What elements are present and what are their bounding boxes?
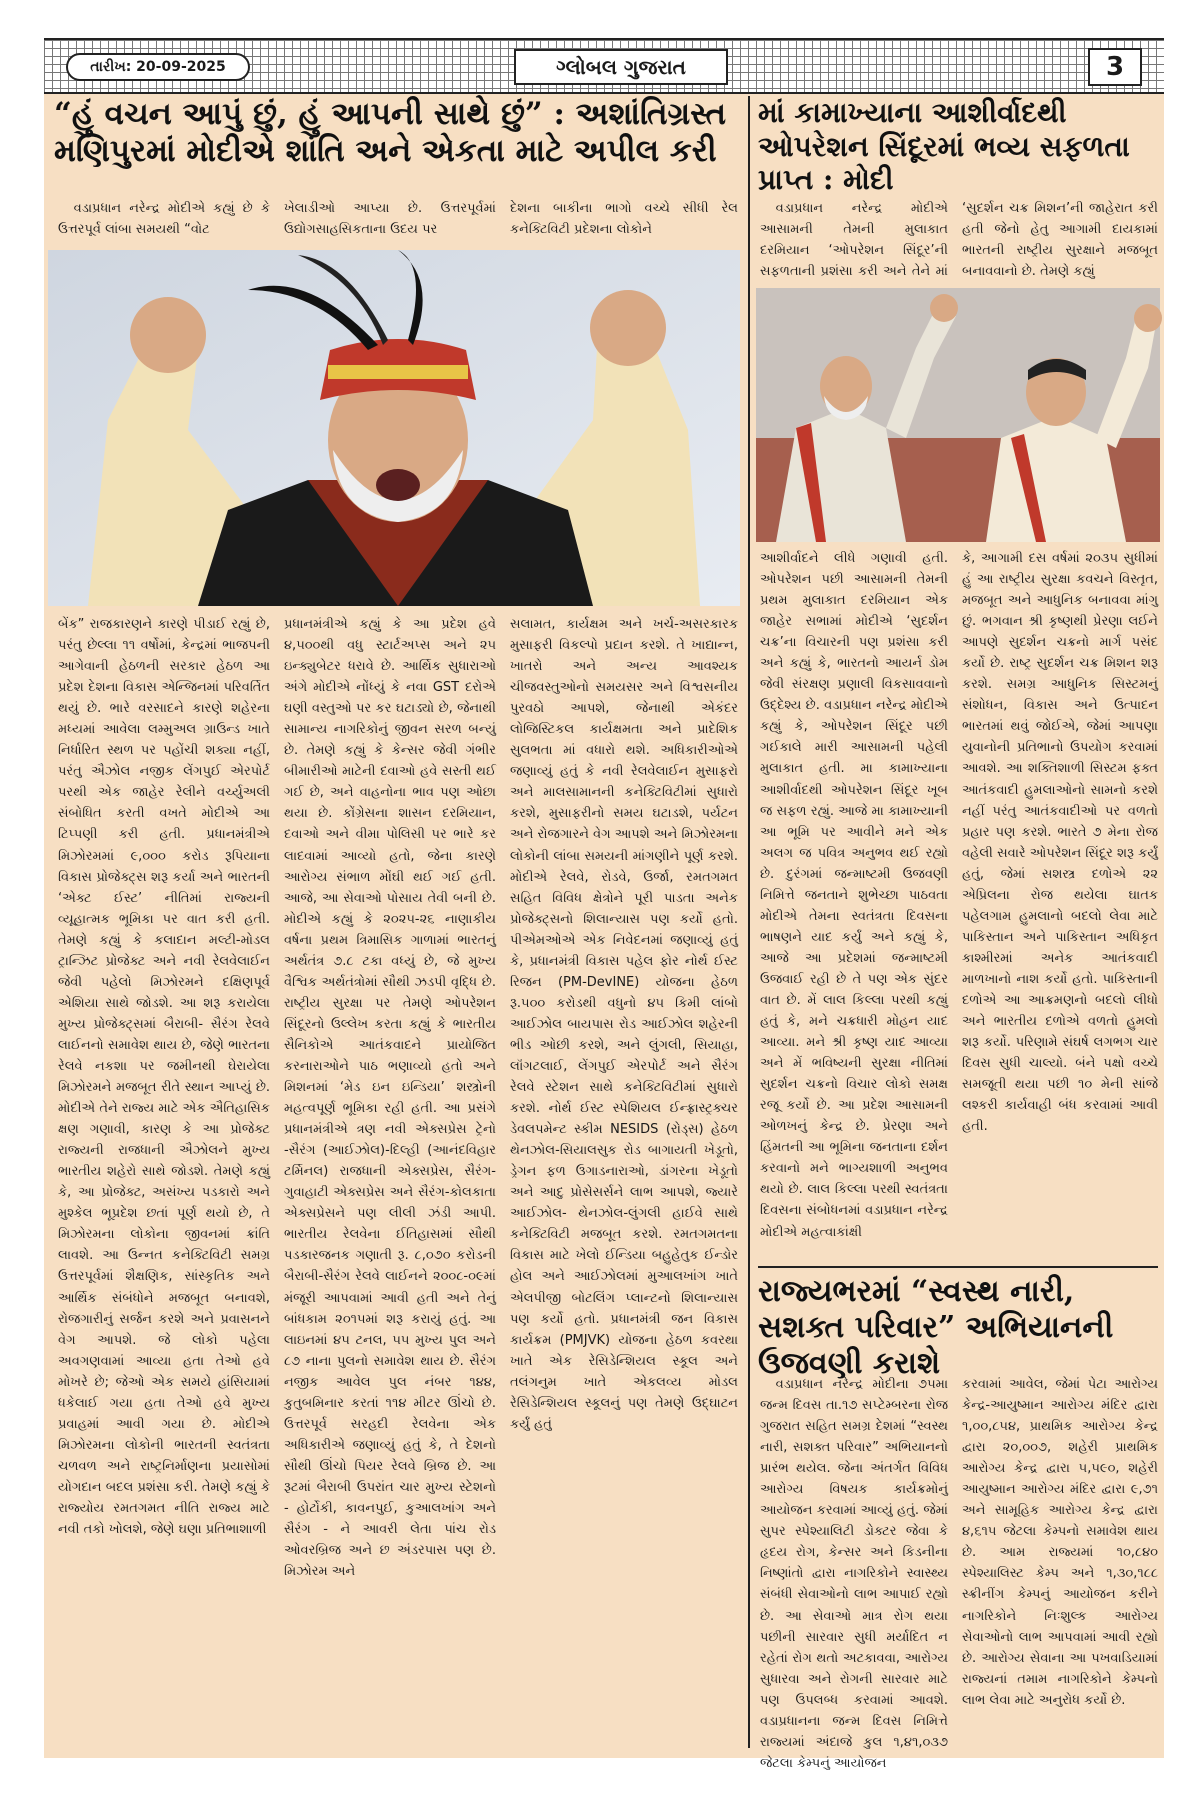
article1-intro-col1	[58, 198, 270, 244]
article1-intro-text-1: વડાપ્રધાન નરેન્દ્ર મોદીએ કહ્યું છે કે ઉત્તરપૂર્વ લાંબા સમયથી “વોટ	[58, 201, 270, 238]
modi-assam-photo	[756, 288, 1160, 542]
newspaper-name: ગ્લોબલ ગુજરાત	[514, 49, 728, 85]
article3-col1	[760, 1374, 948, 1771]
article2-col1-text: આશીર્વાદને લીધે ગણાવી હતી. ઓપરેશન પછી આસામની તેમની પ્રથમ મુલાકાત દરમિયાન એક જાહેર સભામાં મોદીએ ‘સુદર્શન ચક્ર’ના વિચારની પણ પ્રશંસા કરી અને કહ્યું કે, ભારતનો આયર્ન ડોમ જેવી સંરક્ષણ પ્રણાલી વિકસાવવાનો ઉદ્દેશ્ય છે. વડાપ્રધાન નરેન્દ્ર મોદીએ કહ્યું કે, ઓપરેશન સિંદૂર પછી ગઈકાલે મારી આસામની પહેલી મુલાકાત હતી. મા કામાખ્યાના આશીર્વાદથી ઓપરેશન સિંદૂર ખૂબ જ સફળ રહ્યું. આજે મા કામાખ્યાની આ ભૂમિ પર આવીને મને એક અલગ જ પવિત્ર અનુભવ થઈ રહ્યો છે. દુરંગમાં જન્માષ્ટમી ઉજવણી નિમિત્તે જનતાને શુભેચ્છા પાઠવતા મોદીએ તેમના સ્વતંત્રતા દિવસના ભાષણને યાદ કર્યું અને કહ્યું કે, આજે આ પ્રદેશમાં જન્માષ્ટમી ઉજવાઈ રહી છે તે પણ એક સુંદર વાત છે. મેં લાલ કિલ્લા પરથી કહ્યું હતું કે, મને ચક્રધારી મોહન યાદ આવ્યા. મને શ્રી કૃષ્ણ યાદ આવ્યા અને મેં ભવિષ્યની સુરક્ષા નીતિમાં સુદર્શન ચક્રનો વિચાર લોકો સમક્ષ રજૂ કર્યો છે. આ પ્રદેશ આસામની ઓળખનું કેન્દ્ર છે. પ્રેરણા અને હિંમતની આ ભૂમિના જનતાના દર્શન કરવાનો મને ભાગ્યશાળી અનુભવ થયો છે. લાલ કિલ્લા પરથી સ્વતંત્રતા દિવસના સંબોધનમાં વડાપ્રધાન નરેન્દ્ર મોદીએ મહત્વાકાંક્ષી	[760, 551, 948, 1240]
article1-col1	[58, 614, 270, 1750]
article1-headline: “હું વચન આપું છું, હું આપની સાથે છું” : અશાંતિગ્રસ્ત મણિપુરમાં મોદીએ શાંતિ અને એકતા માટે અપીલ કરી	[54, 96, 727, 170]
article3-col2-text: કરવામાં આવેલ, જેમાં પેટા આરોગ્ય કેન્દ્ર-આયુષ્માન આરોગ્ય મંદિર દ્વારા ૧,૦૦,૮૫૪, પ્રાથમિક આરોગ્ય કેન્દ્ર દ્વારા ૨૦,૦૦૭, શહેરી પ્રાથમિક આરોગ્ય કેન્દ્ર દ્વારા ૫,૫૯૦, શહેરી આયુષ્માન આરોગ્ય મંદિર દ્વારા ૯,૭૧ અને સામૂહિક આરોગ્ય કેન્દ્ર દ્વારા ૪,૬૧૫ જેટલા કેમ્પનો સમાવેશ થાય છે. આમ રાજ્યમાં ૧૦,૮૪૦ સ્પેશ્યાલિસ્ટ કેમ્પ અને ૧,૩૦,૧૮૮ સ્ક્રીનીંગ કેમ્પનું આયોજન કરીને નાગરિકોને નિઃશુલ્ક આરોગ્ય સેવાઓનો લાભ આપવામાં આવી રહ્યો છે. આરોગ્ય સેવાના આ પખવાડિયામાં રાજ્યનાં તમામ નાગરિકોને કેમ્પનો લાભ લેવા માટે અનુરોધ કર્યો છે.	[962, 1377, 1158, 1708]
article2-intro-col2	[962, 198, 1158, 288]
article1-intro-col2	[284, 198, 496, 244]
article2-col1	[760, 548, 948, 1260]
article3-col1-text: વડાપ્રધાન નરેન્દ્ર મોદીના ૭૫મા જન્મ દિવસ તા.૧૭ સપ્ટેમ્બરના રોજ ગુજરાત સહિત સમગ્ર દેશમાં “સ્વસ્થ નારી, સશક્ત પરિવાર” અભિયાનનો પ્રારંભ થયેલ. જેના અંતર્ગત વિવિધ આરોગ્ય વિષયક કાર્યક્રમોનું આયોજન કરવામાં આવ્યું હતું. જેમાં સુપર સ્પેશ્યાલિટી ડોક્ટર જેવા કે હૃદય રોગ, કેન્સર અને કિડનીના નિષ્ણાંતો દ્વારા નાગરિકોને સ્વાસ્થ્ય સંબંધી સેવાઓનો લાભ આપાઈ રહ્યો છે. આ સેવાઓ માત્ર રોગ થયા પછીની સારવાર સુધી મર્યાદિત ન રહેતાં રોગ થતો અટકાવવા, આરોગ્ય સુધારવા અને રોગની સારવાર માટે પણ ઉપલબ્ધ કરવામાં આવશે. વડાપ્રધાનના જન્મ દિવસ નિમિત્તે રાજ્યમાં અંદાજે કુલ ૧,૪૧,૦૩૭ જેટલા કેમ્પનું આયોજન	[760, 1377, 948, 1771]
article2-col2	[962, 548, 1158, 1260]
article2-intro-text-2: ‘સુદર્શન ચક્ર મિશન’ની જાહેરાત કરી હતી જેનો હેતુ આગામી દાયકામાં ભારતની રાષ્ટ્રીય સુરક્ષાને મજબૂત બનાવવાનો છે. તેમણે કહ્યું	[962, 201, 1158, 280]
article1-col2	[284, 614, 496, 1750]
article1-col2-text: પ્રધાનમંત્રીએ કહ્યું કે આ પ્રદેશ હવે ૪,૫૦૦થી વધુ સ્ટાર્ટઅપ્સ અને ૨૫ ઇન્ક્યુબેટર ધરાવે છે. આર્થિક સુધારાઓ અંગે મોદીએ નોંધ્યું કે નવા GST દરોએ ઘણી વસ્તુઓ પર કર ઘટાડ્યો છે, જેનાથી સામાન્ય નાગરિકોનું જીવન સરળ બન્યું છે. તેમણે કહ્યું કે કેન્સર જેવી ગંભીર બીમારીઓ માટેની દવાઓ હવે સસ્તી થઈ ગઈ છે, અને વાહનોના ભાવ પણ ઓછા થયા છે. કોંગ્રેસના શાસન દરમિયાન, દવાઓ અને વીમા પોલિસી પર ભારે કર લાદવામાં આવ્યો હતો, જેના કારણે આરોગ્ય સંભાળ મોંઘી થઈ ગઈ હતી. આજે, આ સેવાઓ પોસાય તેવી બની છે. મોદીએ કહ્યું કે ૨૦૨૫-૨૬ નાણાકીય વર્ષના પ્રથમ ત્રિમાસિક ગાળામાં ભારતનું અર્થતંત્ર ૭.૮ ટકા વધ્યું છે, જે મુખ્ય વૈશ્વિક અર્થતંત્રોમાં સૌથી ઝડપી વૃદ્ધિ છે. રાષ્ટ્રીય સુરક્ષા પર તેમણે ઓપરેશન સિંદૂરનો ઉલ્લેખ કરતા કહ્યું કે ભારતીય સૈનિકોએ આતંકવાદને પ્રાયોજિત કરનારાઓને પાઠ ભણાવ્યો હતો અને મિશનમાં ‘મેડ ઇન ઇન્ડિયા’ શસ્ત્રોની મહત્વપૂર્ણ ભૂમિકા રહી હતી. આ પ્રસંગે પ્રધાનમંત્રીએ ત્રણ નવી એક્સપ્રેસ ટ્રેનો -સૈરંગ (આઈઝોલ)-દિલ્હી (આનંદવિહાર ટર્મિનલ) રાજધાની એક્સપ્રેસ, સૈરંગ-ગુવાહાટી એક્સપ્રેસ અને સૈરંગ-કોલકાતા એક્સપ્રેસને પણ લીલી ઝંડી આપી. ભારતીય રેલવેના ઈતિહાસમાં સૌથી પડકારજનક ગણાતી રૂ. ૮,૦૭૦ કરોડની બૈરાબી-સૈરંગ રેલવે લાઈનને ૨૦૦૮-૦૯માં મંજૂરી આપવામાં આવી હતી અને તેનું બાંધકામ ૨૦૧૫માં શરૂ કરાયું હતું. આ લાઇનમાં ૪૫ ટનલ, ૫૫ મુખ્ય પુલ અને ૮૭ નાના પુલનો સમાવેશ થાય છે. સૈરંગ નજીક આવેલ પુલ નંબર ૧૪૪, કુતુબમિનાર કરતાં ૧૧૪ મીટર ઊંચો છે. ઉત્તરપૂર્વ સરહદી રેલવેના એક અધિકારીએ જણાવ્યું હતું કે, તે દેશનો સૌથી ઊંચો પિયર રેલવે બ્રિજ છે. આ રૂટમાં બૈરાબી ઉપરાંત ચાર મુખ્ય સ્ટેશનો - હોર્ટોકી, કાવનપુઈ, કુઆલખાંગ અને સૈરંગ - ને આવરી લેતા પાંચ રોડ ઓવરબ્રિજ અને છ અંડરપાસ પણ છે. મિઝોરમ અને	[284, 617, 496, 1580]
article3-col2	[962, 1374, 1158, 1750]
article2-intro-text-1: વડાપ્રધાન નરેન્દ્ર મોદીએ આસામની તેમની મુલાકાત દરમિયાન ‘ઓપરેશન સિંદૂર’ની સફળતાની પ્રશંસા કરી અને તેને માં	[760, 201, 948, 280]
page-number: 3	[1088, 48, 1142, 86]
column-divider	[748, 96, 750, 1748]
article1-col3	[510, 614, 738, 1750]
masthead	[44, 38, 1164, 94]
section-divider	[758, 1266, 1158, 1268]
article1-intro-col3	[510, 198, 738, 244]
article1-intro-text-3: દેશના બાકીના ભાગો વચ્ચે સીધી રેલ કનેક્ટિવિટી પ્રદેશના લોકોને	[510, 201, 738, 238]
article2-col2-text: કે, આગામી દસ વર્ષમાં ૨૦૩૫ સુધીમાં હું આ રાષ્ટ્રીય સુરક્ષા કવચને વિસ્તૃત, મજબૂત અને આધુનિક બનાવવા માંગુ છું. ભગવાન શ્રી કૃષ્ણથી પ્રેરણા લઈને આપણે સુદર્શન ચક્રનો માર્ગ પસંદ કર્યો છે. રાષ્ટ્ર સુદર્શન ચક્ર મિશન શરૂ કરશે. સમગ્ર આધુનિક સિસ્ટમનું સંશોધન, વિકાસ અને ઉત્પાદન ભારતમાં થવું જોઈએ, જેમાં આપણા યુવાનોની પ્રતિભાનો ઉપયોગ કરવામાં આવશે. આ શક્તિશાળી સિસ્ટમ ફક્ત આતંકવાદી હુમલાઓનો સામનો કરશે નહીં પરંતુ આતંકવાદીઓ પર વળતો પ્રહાર પણ કરશે. ભારતે ૭ મેના રોજ વહેલી સવારે ઓપરેશન સિંદૂર શરૂ કર્યું હતું, જેમાં સશસ્ત્ર દળોએ ૨૨ એપ્રિલના રોજ થયેલા ઘાતક પહેલગામ હુમલાનો બદલો લેવા માટે પાકિસ્તાન અને પાકિસ્તાન અધિકૃત કાશ્મીરમાં અનેક આતંકવાદી માળખાનો નાશ કર્યો હતો. પાકિસ્તાની દળોએ આ આક્રમણનો બદલો લીધો અને ભારતીય દળોએ વળતો હુમલો શરૂ કર્યો. પરિણામે સંઘર્ષ લગભગ ચાર દિવસ સુધી ચાલ્યો. બંને પક્ષો વચ્ચે સમજૂતી થયા પછી ૧૦ મેની સાંજે લશ્કરી કાર્યવાહી બંધ કરવામાં આવી હતી.	[962, 551, 1158, 1135]
article2-headline: માં કામાખ્યાના આશીર્વાદથી ઓપરેશન સિંદૂરમાં ભવ્ય સફળતા પ્રાપ્ત : મોદી	[758, 96, 1130, 197]
article1-intro-text-2: ખેલાડીઓ આપ્યા છે. ઉત્તરપૂર્વમાં ઉદ્યોગસાહસિકતાના ઉદય પર	[284, 201, 496, 238]
issue-date: તારીખ: 20-09-2025	[66, 53, 250, 81]
article1-col3-text: સલામત, કાર્યક્ષમ અને ખર્ચ-અસરકારક મુસાફરી વિકલ્પો પ્રદાન કરશે. તે ખાદ્યાન્ન, ખાતરો અને અન્ય આવશ્યક ચીજવસ્તુઓનો સમયસર અને વિશ્વસનીય પુરવઠો આપશે, જેનાથી એકંદર લોજિસ્ટિકલ કાર્યક્ષમતા અને પ્રાદેશિક સુલભતા માં વધારો થશે. અધિકારીઓએ જણાવ્યું હતું કે નવી રેલવેલાઈન મુસાફરો અને માલસામાનની કનેક્ટિવિટીમાં સુધારો કરશે, મુસાફરીનો સમય ઘટાડશે, પર્યટન અને રોજગારને વેગ આપશે અને મિઝોરમના લોકોની લાંબા સમયની માંગણીને પૂર્ણ કરશે. મોદીએ રેલવે, રોડવે, ઉર્જા, રમતગમત સહિત વિવિધ ક્ષેત્રોને પૂરી પાડતા અનેક પ્રોજેક્ટ્સનો શિલાન્યાસ પણ કર્યો હતો. પીએમઓએ એક નિવેદનમાં જણાવ્યું હતું કે, પ્રધાનમંત્રી વિકાસ પહેલ ફોર નોર્થ ઈસ્ટ રિજન (PM-DevINE) યોજના હેઠળ રૂ.૫૦૦ કરોડથી વધુનો ૪૫ કિમી લાંબો આઈઝોલ બાયપાસ રોડ આઈઝોલ શહેરની ભીડ ઓછી કરશે, અને લુંગલી, સિયાહા, લૉંગટલાઈ, લેંગપુઈ એરપોર્ટ અને સૈરંગ રેલવે સ્ટેશન સાથે કનેક્ટિવિટીમાં સુધારો કરશે. નોર્થ ઈસ્ટ સ્પેશિયલ ઈન્ફ્રાસ્ટ્રક્ચર ડેવલપમેન્ટ સ્કીમ NESIDS (રોડ્સ) હેઠળ થેનઝોલ-સિયાલસુક રોડ બાગાયતી ખેડૂતો, ડ્રેગન ફળ ઉગાડનારાઓ, ડાંગરના ખેડૂતો અને આદુ પ્રોસેસર્સને લાભ આપશે, જ્યારે આઈઝોલ- થેનઝોલ-લુંગલી હાઈવે સાથે કનેક્ટિવિટી મજબૂત કરશે. રમતગમતના વિકાસ માટે ખેલો ઈન્ડિયા બહુહેતુક ઈન્ડોર હોલ અને આઈઝોલમાં મુઆલખાંગ ખાતે એલપીજી બોટલિંગ પ્લાન્ટનો શિલાન્યાસ પણ કર્યો હતો. પ્રધાનમંત્રી જન વિકાસ કાર્યક્રમ (PMJVK) યોજના હેઠળ કવરથા ખાતે એક રેસિડેન્શિયલ સ્કૂલ અને તલંગનુમ ખાતે એકલવ્ય મોડલ રેસિડેન્શિયલ સ્કૂલનું પણ તેમણે ઉદ્ઘાટન કર્યું હતું	[510, 617, 738, 1432]
article1-col1-text: બેંક” રાજકારણને કારણે પીડાઈ રહ્યું છે, પરંતુ છેલ્લા ૧૧ વર્ષોમાં, કેન્દ્રમાં ભાજપની આગેવાની હેઠળની સરકાર હેઠળ આ પ્રદેશ દેશના વિકાસ એન્જિનમાં પરિવર્તિત થયું છે. ભારે વરસાદને કારણે શહેરના મધ્યમાં આવેલા લમ્મુઅલ ગ્રાઉન્ડ ખાતે નિર્ધારિત સ્થળ પર પહોંચી શક્યા નહીં, પરંતુ ઐઝોલ નજીક લેંગપુઈ એરપોર્ટ પરથી એક જાહેર રેલીને વર્ચ્યુઅલી સંબોધિત કરતી વખતે મોદીએ આ ટિપ્પણી કરી હતી. પ્રધાનમંત્રીએ મિઝોરમમાં ૯,૦૦૦ કરોડ રૂપિયાના વિકાસ પ્રોજેક્ટ્સ શરૂ કર્યા અને ભારતની ‘એક્ટ ઈસ્ટ’ નીતિમાં રાજ્યની વ્યૂહાત્મક ભૂમિકા પર વાત કરી હતી. તેમણે કહ્યું કે કલાદાન મલ્ટી-મોડલ ટ્રાન્ઝિટ પ્રોજેક્ટ અને નવી રેલવેલાઈન જેવી પહેલો મિઝોરમને દક્ષિણપૂર્વ એશિયા સાથે જોડશે. આ શરૂ કરાયેલા મુખ્ય પ્રોજેક્ટ્સમાં બૈરાબી- સૈરંગ રેલવે લાઈનનો સમાવેશ થાય છે, જેણે ભારતના રેલવે નકશા પર જમીનથી ઘેરાયેલા મિઝોરમને મજબૂત રીતે સ્થાન આપ્યું છે. મોદીએ તેને રાજ્ય માટે એક ઐતિહાસિક ક્ષણ ગણાવી, કારણ કે આ પ્રોજેક્ટ રાજ્યની રાજધાની ઐઝોલને મુખ્ય ભારતીય શહેરો સાથે જોડશે. તેમણે કહ્યું કે, આ પ્રોજેક્ટ, અસંખ્ય પડકારો અને મુશ્કેલ ભૂપ્રદેશ છતાં પૂર્ણ થયો છે, તે મિઝોરમના લોકોના જીવનમાં ક્રાંતિ લાવશે. આ ઉન્નત કનેક્ટિવિટી સમગ્ર ઉત્તરપૂર્વમાં શૈક્ષણિક, સાંસ્કૃતિક અને આર્થિક સંબંધોને મજબૂત બનાવશે, રોજગારીનું સર્જન કરશે અને પ્રવાસનને વેગ આપશે. જે લોકો પહેલા અવગણવામાં આવ્યા હતા તેઓ હવે મોખરે છે; જેઓ એક સમયે હાંસિયામાં ધકેલાઈ ગયા હતા તેઓ હવે મુખ્ય પ્રવાહમાં આવી ગયા છે. મોદીએ મિઝોરમના લોકોની ભારતની સ્વતંત્રતા ચળવળ અને રાષ્ટ્રનિર્માણના પ્રયાસોમાં યોગદાન બદલ પ્રશંસા કરી. તેમણે કહ્યું કે રાજ્યોય રમતગમત નીતિ રાજ્ય માટે નવી તકો ખોલશે, જેણે ઘણા પ્રતિભાશાળી	[58, 617, 270, 1538]
article2-intro-col1	[760, 198, 948, 288]
modi-manipur-photo	[48, 250, 740, 606]
newspaper-page	[44, 38, 1164, 1771]
article3-headline: રાજ્યભરમાં “સ્વસ્થ નારી, સશક્ત પરિવાર” અભિયાનની ઉજવણી કરાશે	[758, 1274, 1114, 1381]
